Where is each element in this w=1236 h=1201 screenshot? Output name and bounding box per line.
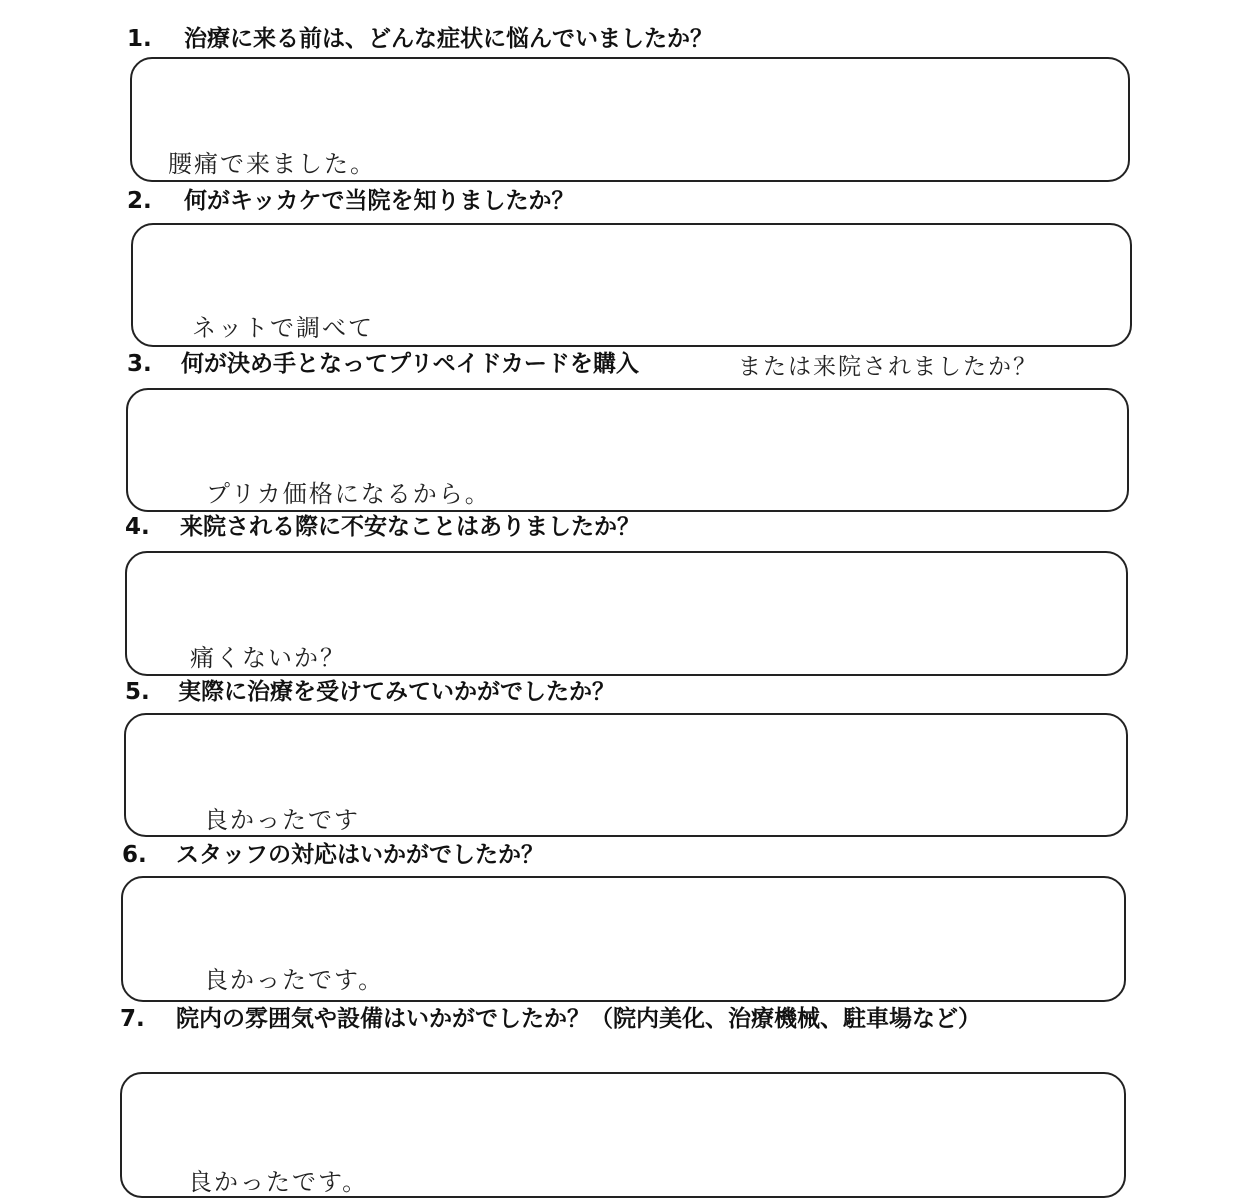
question-6-number: 6. <box>122 842 147 868</box>
answer-6: 良かったです。 <box>204 966 385 994</box>
question-3-text: 何が決め手となってプリペイドカードを購入 <box>181 351 639 377</box>
answer-5: 良かったです <box>204 806 360 834</box>
answer-2: ネットで調べて <box>192 314 374 342</box>
question-1-text: 治療に来る前は、どんな症状に悩んでいましたか？ <box>184 26 713 52</box>
question-7-number: 7. <box>120 1006 145 1032</box>
answer-3: プリカ価格になるから。 <box>206 480 491 508</box>
question-5-number: 5. <box>125 679 150 705</box>
question-3-handwritten-continuation: または来院されましたか？ <box>738 354 1038 380</box>
question-7-text: 院内の雰囲気や設備はいかがでしたか？（院内美化、治療機械、駐車場など） <box>176 1006 981 1032</box>
question-3-number: 3. <box>127 351 152 377</box>
question-5-text: 実際に治療を受けてみていかがでしたか？ <box>178 679 615 705</box>
question-2-text: 何がキッカケで当院を知りましたか？ <box>184 188 575 214</box>
answer-1: 腰痛で来ました。 <box>168 150 376 178</box>
answer-4: 痛くないか？ <box>190 644 346 672</box>
question-2-number: 2. <box>127 188 152 214</box>
answer-7: 良かったです。 <box>188 1168 369 1196</box>
question-4-text: 来院される際に不安なことはありましたか？ <box>180 514 640 540</box>
question-4-number: 4. <box>125 514 150 540</box>
question-6-text: スタッフの対応はいかがでしたか？ <box>176 842 544 868</box>
question-1-number: 1. <box>127 26 152 52</box>
